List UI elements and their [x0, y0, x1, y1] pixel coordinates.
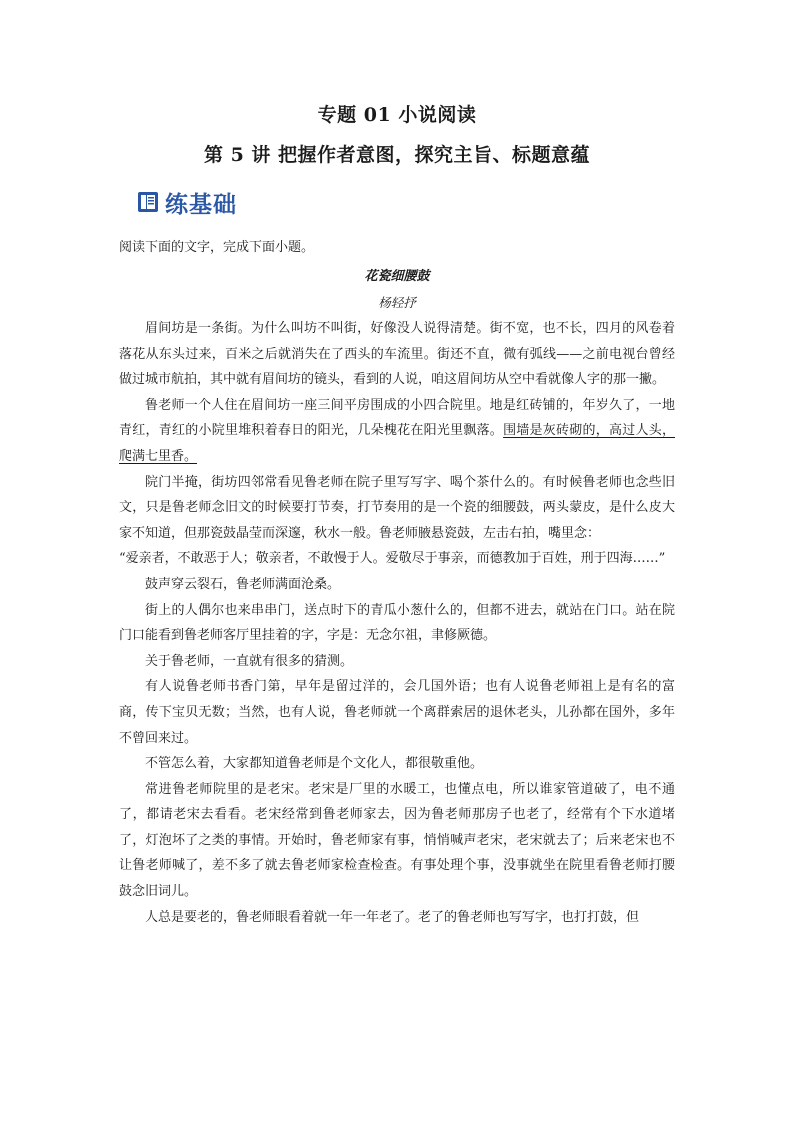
- instruction-text: 阅读下面的文字，完成下面小题。: [119, 240, 315, 255]
- document-title: 专题 01 小说阅读: [317, 104, 477, 126]
- paragraph: 鼓声穿云裂石，鲁老师满面沧桑。: [145, 576, 341, 592]
- section-label: 练基础: [165, 191, 237, 218]
- paragraph: 常进鲁老师院里的是老宋。老宋是厂里的水暖工，也懂点电，所以谁家管道破了，电不通了，都请老宋去看看。老宋经常到鲁老师家去，因为鲁老师那房子也老了，经常有个下水道堵了，灯泡坏了之类的事情。开始时，鲁老师家有事，悄悄喊声老宋，老宋就去了；后来老宋也不让鲁老师喊了，差不多了就去鲁老师家检查检查。有事处理个事，没事就坐在院里看鲁老师打腰鼓念旧词儿。: [119, 781, 675, 900]
- paragraph: 关于鲁老师，一直就有很多的猜测。: [145, 653, 354, 669]
- paragraph: 眉间坊是一条街。为什么叫坊不叫街，好像没人说得清楚。街不宽，也不长，四月的风卷着落花从东头过来，百米之后就消失在了西头的车流里。街还不直，微有弧线——之前电视台曾经做过城市航拍，其中就有眉间坊的镜头，看到的人说，咱这眉间坊从空中看就像人字的那一撇。: [119, 321, 675, 388]
- story-body: [119, 316, 675, 930]
- story-title: 花瓷细腰鼓: [364, 269, 430, 284]
- paragraph: 人总是要老的，鲁老师眼看着就一年一年老了。老了的鲁老师也写写字，也打打鼓，但: [145, 909, 640, 925]
- paragraph: 不管怎么着，大家都知道鲁老师是个文化人，都很敬重他。: [145, 756, 484, 772]
- paragraph: [119, 393, 675, 470]
- underlined-sentence: 围墙是灰砖砌的，高过人头，爬满七里香。: [119, 423, 675, 464]
- lesson-subtitle: 第 5 讲 把握作者意图，探究主旨、标题意蕴: [203, 144, 591, 166]
- paragraph: 院门半掩，街坊四邻常看见鲁老师在院子里写写字、喝个茶什么的。有时候鲁老师也念些旧文，只是鲁老师念旧文的时候要打节奏，打节奏用的是一个瓷的细腰鼓，两头蒙皮，是什么皮大家不知道，但那瓷鼓晶莹而深邃，秋水一般。鲁老师腋悬瓷鼓，左击右拍，嘴里念：: [119, 474, 675, 541]
- section-heading: [137, 186, 237, 218]
- paragraph-text: 鲁老师一个人住在眉间坊一座三间平房围成的小四合院里。地是红砖铺的，年岁久了，一地青红，青红的小院里堆积着春日的阳光，几朵槐花在阳光里飘落。: [119, 397, 675, 439]
- story-author: 杨轻抒: [378, 295, 416, 310]
- paragraph: 有人说鲁老师书香门第，早年是留过洋的，会几国外语；也有人说鲁老师祖上是有名的富商，传下宝贝无数；当然，也有人说，鲁老师就一个离群索居的退休老头，儿孙都在国外，多年不曾回来过。: [119, 679, 675, 746]
- quote-paragraph: “爱亲者，不敢恶于人；敬亲者，不敢慢于人。爱敬尽于事亲，而德教加于百姓，刑于四海……”: [119, 551, 666, 567]
- book-icon: [137, 191, 159, 213]
- paragraph: 街上的人偶尔也来串串门，送点时下的青瓜小葱什么的，但都不进去，就站在门口。站在院门口能看到鲁老师客厅里挂着的字，字是：无念尔祖，聿修厥德。: [119, 602, 675, 644]
